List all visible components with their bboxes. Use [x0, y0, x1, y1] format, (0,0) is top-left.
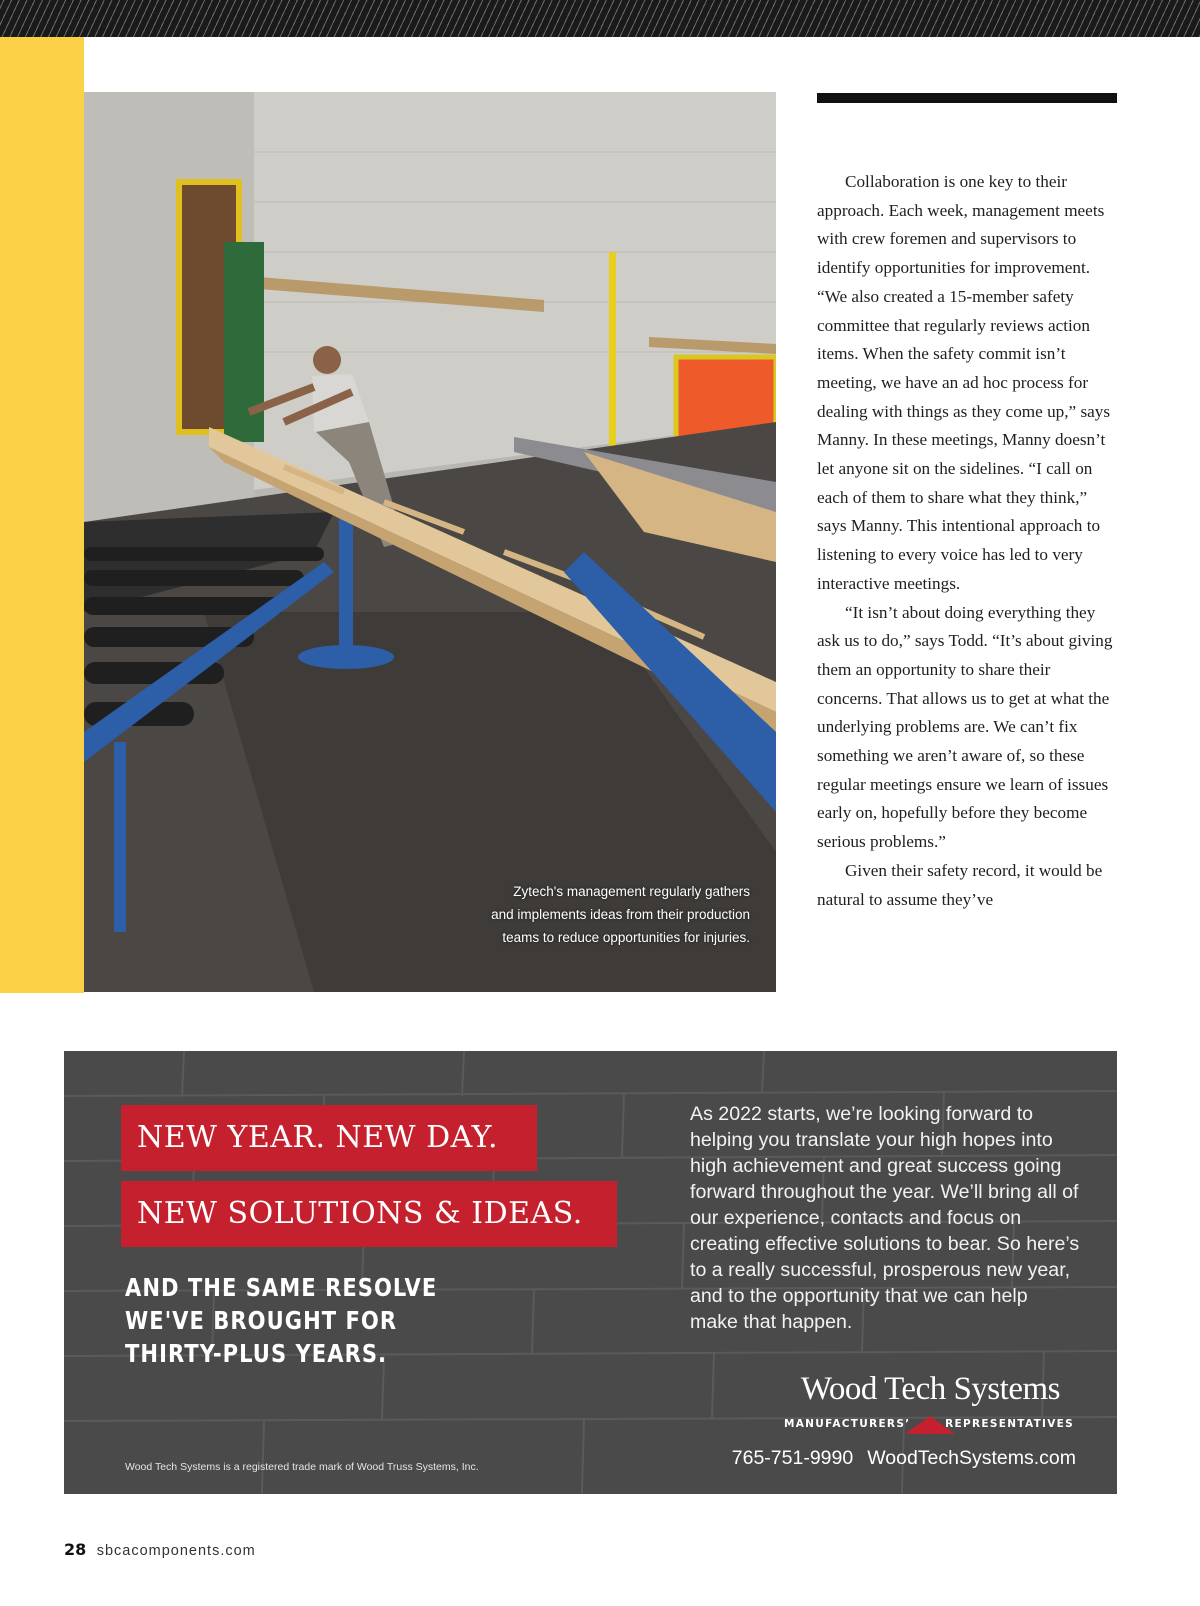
page-footer [64, 1540, 256, 1560]
brand-tagline [784, 1416, 1074, 1436]
ad-body-text: As 2022 starts, we’re looking forward to helping you translate your high hopes into high achievement and great success going forward throughout the year. We’ll bring all of our experience, contacts and focus on creating effective solutions to bear. So here’s to a really successful, prosperous new year, and to the opportunity that we can help make that happen. [690, 1103, 1080, 1333]
website-link[interactable]: WoodTechSystems.com [867, 1447, 1076, 1469]
page-number: 28 [64, 1540, 87, 1559]
phone-number: 765-751-9990 [731, 1447, 854, 1469]
ad-contact [696, 1447, 1076, 1470]
trademark-notice: Wood Tech Systems is a registered trade mark of Wood Truss Systems, Inc. [125, 1461, 479, 1473]
decorative-top-band [0, 0, 1200, 37]
resolve-subheadline: AND THE SAME RESOLVE WE'VE BROUGHT FOR THIRTY-PLUS YEARS. [125, 1273, 438, 1368]
footer-site[interactable]: sbcacomponents.com [96, 1543, 256, 1559]
decorative-yellow-bar [0, 37, 84, 993]
headline-new-year: NEW YEAR. NEW DAY. [121, 1105, 537, 1171]
article-paragraph: Given their safety record, it would be natural to assume they’ve [817, 860, 1103, 909]
article-paragraph: Collaboration is one key to their approach. Each week, management meets with crew foremen and supervisors to identify opportunities for improvement. “We also created a 15-member safety committee that regularly reviews action items. When the safety commit isn’t meeting, we have an ad hoc process for dealing with things as they come up,” says Manny. In these meetings, Manny doesn’t let anyone sit on the sidelines. “I call on each of them to share what they think,” says Manny. This intentional approach to listening to every voice has led to very interactive meetings. [817, 172, 1111, 593]
headline-new-solutions: NEW SOLUTIONS & IDEAS. [121, 1181, 617, 1247]
warehouse-truss-photo [84, 92, 776, 992]
brand-logo-wordmark: Wood Tech Systems [800, 1371, 1060, 1407]
article-photo [84, 92, 776, 992]
brand-tagline-right: REPRESENTATIVES [945, 1418, 1074, 1430]
article-paragraph: “It isn’t about doing everything they ask us to do,” says Todd. “It’s about giving them an opportunity to share their concerns. That allows us to get at what the underlying problems are. We can’t fix something we aren’t aware of, so these regular meetings ensure we learn of issues early on, hopefully before they become serious problems.” [817, 602, 1113, 852]
article-column [817, 168, 1119, 914]
section-rule [817, 93, 1117, 103]
wood-tech-advertisement [64, 1051, 1117, 1494]
brand-tagline-left: MANUFACTURERS’ [784, 1418, 911, 1430]
photo-caption: Zytech's management regularly gathers and implements ideas from their production teams to reduce opportunities for injuries. [491, 884, 750, 945]
